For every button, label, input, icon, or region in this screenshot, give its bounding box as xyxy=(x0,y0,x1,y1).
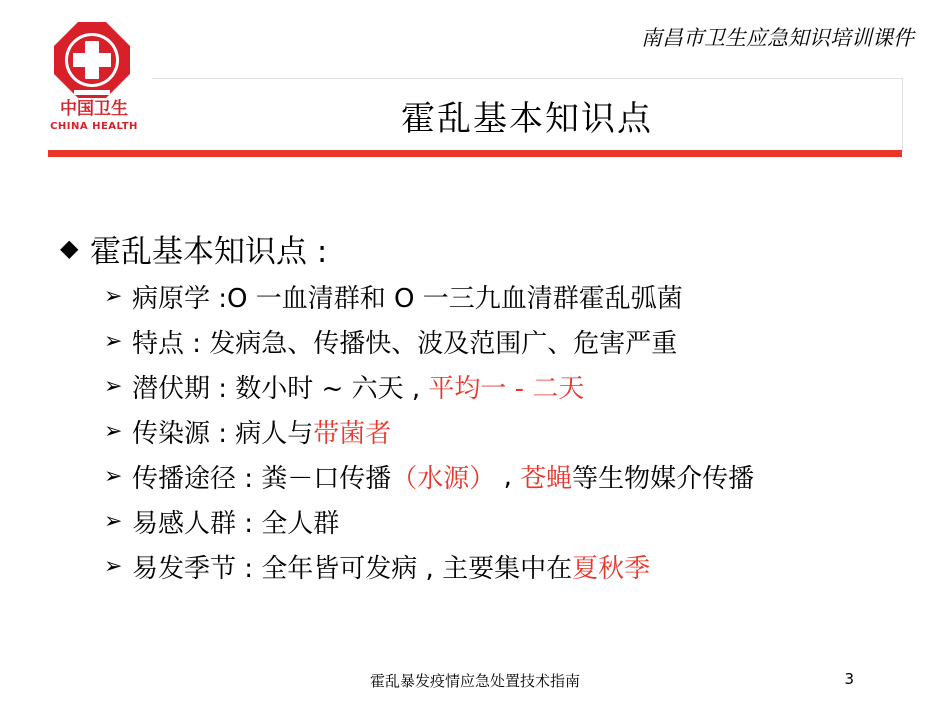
bullet-text: 等生物媒介传播 xyxy=(572,464,755,494)
arrow-bullet-icon: ➢ xyxy=(104,419,123,444)
bullet-text: 易发季节 : 全年皆可发病 , 主要集中在 xyxy=(132,554,573,584)
bullet-text: 特点 : 发病急、传播快、波及范围广、危害严重 xyxy=(132,329,678,359)
slide-title: 霍乱基本知识点 xyxy=(401,98,653,139)
bullet-text: 传播途径 : 粪－口传播 xyxy=(132,464,392,494)
bullet-text: 传染源 : 病人与 xyxy=(132,419,314,449)
bullet-text: 病原学 :O 一血清群和 O 一三九血清群霍乱弧菌 xyxy=(132,284,683,314)
sub-bullet-item xyxy=(104,274,940,319)
arrow-bullet-icon: ➢ xyxy=(104,284,123,309)
highlighted-text: （水源） xyxy=(391,464,496,494)
main-bullet-item xyxy=(60,226,940,270)
arrow-bullet-icon: ➢ xyxy=(104,329,123,354)
bullet-text: 易感人群 : 全人群 xyxy=(132,509,340,539)
sub-bullet-item xyxy=(104,364,940,409)
highlighted-text: 平均一 - 二天 xyxy=(428,374,585,404)
logo-name-en: CHINA HEALTH xyxy=(50,121,138,132)
arrow-bullet-icon: ➢ xyxy=(104,554,123,579)
slide-title-box xyxy=(152,78,903,151)
page-number: 3 xyxy=(844,670,854,688)
bullet-text: 潜伏期 : 数小时 ~ 六天 , xyxy=(132,374,429,404)
sub-bullet-item xyxy=(104,409,940,454)
highlighted-text: 带菌者 xyxy=(313,419,392,449)
main-bullet-text: 霍乱基本知识点 : xyxy=(90,233,328,270)
sub-bullet-item xyxy=(104,544,940,589)
sub-bullet-item xyxy=(104,319,940,364)
diamond-bullet-icon: ◆ xyxy=(60,234,79,262)
logo-name-cn: 中国卫生 xyxy=(60,99,128,119)
slide-content xyxy=(60,226,940,589)
bullet-text: , xyxy=(495,461,521,492)
highlighted-text: 苍蝇 xyxy=(520,464,573,494)
highlighted-text: 夏秋季 xyxy=(572,554,651,584)
sub-bullet-item xyxy=(104,499,940,544)
arrow-bullet-icon: ➢ xyxy=(104,509,123,534)
arrow-bullet-icon: ➢ xyxy=(104,374,123,399)
title-underline-bar xyxy=(48,150,902,157)
header-course-title: 南昌市卫生应急知识培训课件 xyxy=(641,26,914,50)
arrow-bullet-icon: ➢ xyxy=(104,464,123,489)
sub-bullet-item xyxy=(104,454,940,499)
footer-text: 霍乱暴发疫情应急处置技术指南 xyxy=(369,672,580,690)
sub-bullet-list xyxy=(104,274,940,589)
